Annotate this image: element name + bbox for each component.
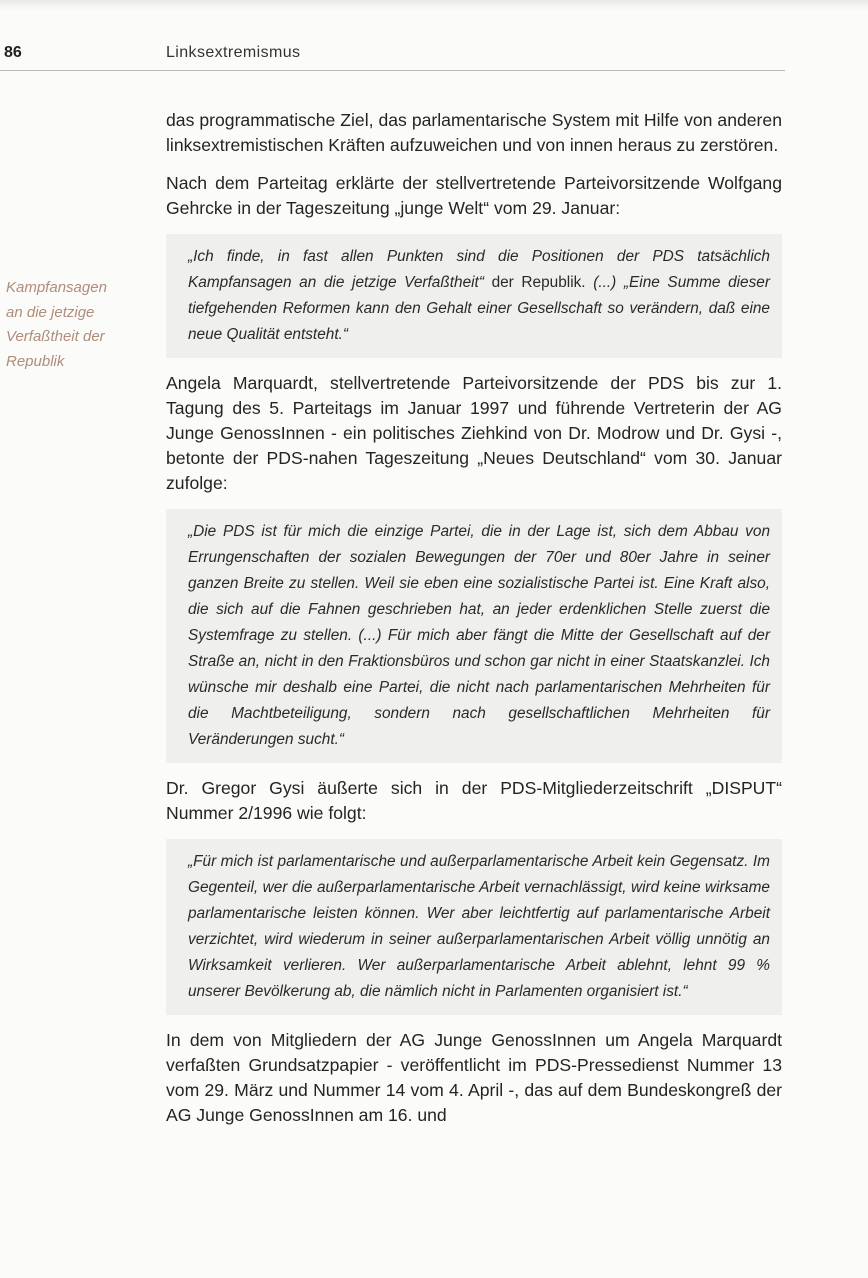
header-rule bbox=[0, 70, 785, 71]
page-number: 86 bbox=[4, 44, 22, 61]
paragraph: das programmatische Ziel, das parlamentarische System mit Hilfe von anderen linksextremistischen Kräften aufzuweichen und von innen heraus zu zerstören. bbox=[166, 110, 782, 155]
quote-text: „Ich finde, in fast allen Punkten sind die Positionen der PDS tatsächlich Kampfansagen an die jetzige Verfaßtheit“ bbox=[188, 248, 770, 291]
main-text bbox=[166, 108, 782, 1141]
quote-text: (...) „Eine Summe dieser tiefgehenden Reformen kann den Gehalt einer Gesellschaft so verändern, daß eine neue Qualität entsteht.“ bbox=[188, 274, 770, 343]
paragraph: Angela Marquardt, stellvertretende Parteivorsitzende der PDS bis zur 1. Tagung des 5. Parteitags im Januar 1997 und führende Vertreterin der AG Junge GenossInnen - ein politisches Ziehkind von Dr. Modrow und Dr. Gysi -, betonte der PDS-nahen Tageszeitung „Neues Deutschland“ vom 30. Januar zufolge: bbox=[166, 373, 782, 493]
quote-block: „Für mich ist parlamentarische und außerparlamentarische Arbeit kein Gegensatz. Im Gegenteil, wer die außerparlamentarische Arbeit vernachlässigt, wird keine wirksame parlamentarische leisten können. Wer aber leichtfertig auf parlamentarische Arbeit verzichtet, wird wiederum in seiner außerparlamentarischen Arbeit völlig unnötig an Wirksamkeit verlieren. Wer außerparlamentarische Arbeit ablehnt, lehnt 99 % unserer Bevölkerung ab, die nämlich nicht in Parlamenten organisiert ist.“ bbox=[166, 839, 782, 1015]
quote-inline-plain: der Republik. bbox=[483, 274, 594, 291]
page-header bbox=[0, 44, 785, 70]
margin-note bbox=[6, 276, 156, 374]
margin-note-line: Verfaßtheit der bbox=[6, 328, 105, 345]
page-edge-shadow bbox=[0, 0, 868, 10]
running-title: Linksextremismus bbox=[166, 44, 301, 61]
paragraph: In dem von Mitgliedern der AG Junge GenossInnen um Angela Marquardt verfaßten Grundsatzpapier - veröffentlicht im PDS-Pressedienst Nummer 13 vom 29. März und Nummer 14 vom 4. April -, das auf dem Bundeskongreß der AG Junge GenossInnen am 16. und bbox=[166, 1030, 782, 1125]
paragraph: Dr. Gregor Gysi äußerte sich in der PDS-Mitgliederzeitschrift „DISPUT“ Nummer 2/1996 wie folgt: bbox=[166, 778, 782, 823]
margin-note-line: an die jetzige bbox=[6, 303, 95, 321]
quote-block bbox=[166, 234, 782, 358]
margin-note-line: Kampfansagen bbox=[6, 279, 107, 296]
paragraph: Nach dem Parteitag erklärte der stellvertretende Parteivorsitzende Wolfgang Gehrcke in der Tageszeitung „junge Welt“ vom 29. Januar: bbox=[166, 173, 782, 218]
margin-note-line: Republik bbox=[6, 352, 65, 370]
quote-block: „Die PDS ist für mich die einzige Partei, die in der Lage ist, sich dem Abbau von Errungenschaften der sozialen Bewegungen der 70er und 80er Jahre in seiner ganzen Breite zu stellen. Weil sie eben eine sozialistische Partei ist. Eine Kraft also, die sich auf die Fahnen geschrieben hat, an jeder erdenklichen Stelle zuerst die Systemfrage zu stellen. (...) Für mich aber fängt die Mitte der Gesellschaft auf der Straße an, nicht in den Fraktionsbüros und schon gar nicht in einer Staatskanzlei. Ich wünsche mir deshalb eine Partei, die nicht nach parlamentarischen Mehrheiten für die Machtbeteiligung, sondern nach gesellschaftlichen Mehrheiten für Veränderungen sucht.“ bbox=[166, 509, 782, 763]
